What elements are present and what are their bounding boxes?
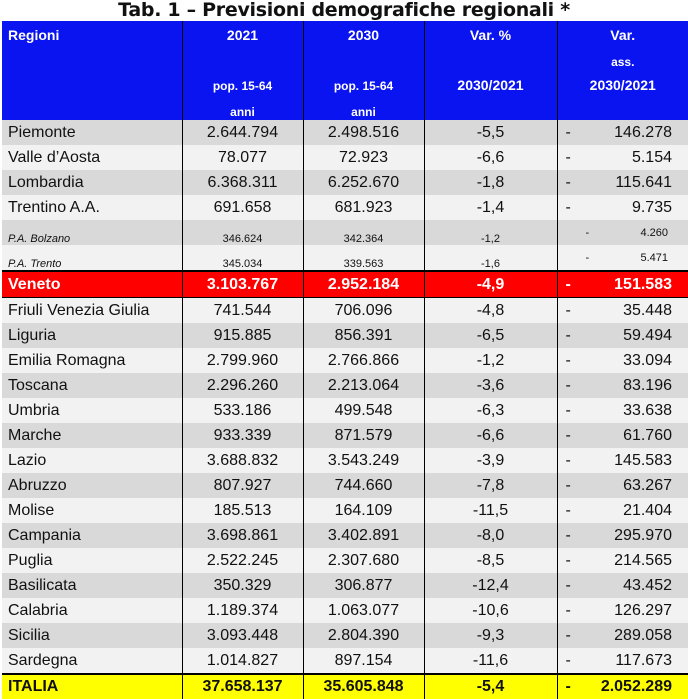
var-ass-cell xyxy=(557,423,688,448)
var-pct-cell: -5,4 xyxy=(424,674,557,699)
var-ass-sign: - xyxy=(566,427,571,445)
var-pct-cell: -3,9 xyxy=(424,448,557,473)
header-var-pct-sub: 2030/2021 xyxy=(425,77,557,93)
header-var-pct-label: Var. % xyxy=(425,27,557,43)
header-2030-sub1: pop. 15-64 xyxy=(304,79,424,93)
var-ass-cell xyxy=(557,598,688,623)
header-2021-sub1: pop. 15-64 xyxy=(183,79,303,93)
table-row xyxy=(2,573,688,598)
table-row xyxy=(2,220,688,245)
var-ass-sign: - xyxy=(566,327,571,345)
region-cell: Abruzzo xyxy=(2,473,182,498)
header-2030 xyxy=(303,21,424,120)
var-ass-cell xyxy=(557,271,688,298)
var-ass-sign: - xyxy=(566,302,571,320)
header-2021-sub2: anni xyxy=(183,105,303,119)
var-ass-value: 146.278 xyxy=(614,124,672,142)
region-cell: Valle d’Aosta xyxy=(2,145,182,170)
var-ass-cell xyxy=(557,674,688,699)
pop-2021-cell: 78.077 xyxy=(182,145,303,170)
pop-2030-cell: 306.877 xyxy=(303,573,424,598)
table-row xyxy=(2,648,688,674)
pop-2021-cell: 2.296.260 xyxy=(182,373,303,398)
var-pct-cell: -12,4 xyxy=(424,573,557,598)
var-pct-cell: -1,6 xyxy=(424,245,557,271)
var-ass-sign: - xyxy=(566,652,571,670)
var-ass-sign: - xyxy=(566,276,571,294)
pop-2021-cell: 741.544 xyxy=(182,298,303,324)
var-pct-cell: -1,2 xyxy=(424,348,557,373)
var-ass-cell xyxy=(557,245,688,271)
region-cell: Lombardia xyxy=(2,170,182,195)
pop-2021-cell: 3.093.448 xyxy=(182,623,303,648)
var-ass-sign: - xyxy=(566,627,571,645)
pop-2021-cell: 3.688.832 xyxy=(182,448,303,473)
header-regioni xyxy=(2,21,182,120)
var-ass-sign: - xyxy=(566,552,571,570)
region-cell: P.A. Trento xyxy=(2,245,182,271)
var-ass-cell xyxy=(557,220,688,245)
header-row xyxy=(2,21,688,120)
var-ass-value: 61.760 xyxy=(623,427,672,445)
var-pct-cell: -1,4 xyxy=(424,195,557,220)
var-ass-cell xyxy=(557,623,688,648)
pop-2021-cell: 185.513 xyxy=(182,498,303,523)
pop-2021-cell: 1.189.374 xyxy=(182,598,303,623)
var-ass-sign: - xyxy=(586,252,590,264)
pop-2030-cell: 856.391 xyxy=(303,323,424,348)
pop-2030-cell: 744.660 xyxy=(303,473,424,498)
header-2021 xyxy=(182,21,303,120)
table-row xyxy=(2,473,688,498)
total-row xyxy=(2,674,688,699)
var-pct-cell: -8,5 xyxy=(424,548,557,573)
pop-2021-cell: 3.103.767 xyxy=(182,271,303,298)
var-ass-sign: - xyxy=(566,174,571,192)
var-ass-cell xyxy=(557,523,688,548)
table-row xyxy=(2,120,688,145)
var-ass-sign: - xyxy=(566,124,571,142)
var-ass-sign: - xyxy=(566,577,571,595)
pop-2030-cell: 35.605.848 xyxy=(303,674,424,699)
pop-2030-cell: 1.063.077 xyxy=(303,598,424,623)
var-ass-value: 4.260 xyxy=(640,227,668,239)
pop-2030-cell: 897.154 xyxy=(303,648,424,674)
var-pct-cell: -6,6 xyxy=(424,145,557,170)
header-var-ass-label: Var. xyxy=(558,27,688,43)
pop-2030-cell: 339.563 xyxy=(303,245,424,271)
table-row xyxy=(2,271,688,298)
region-cell: Molise xyxy=(2,498,182,523)
pop-2021-cell: 345.034 xyxy=(182,245,303,271)
var-ass-value: 117.673 xyxy=(615,652,672,670)
region-cell: Toscana xyxy=(2,373,182,398)
region-cell: Trentino A.A. xyxy=(2,195,182,220)
pop-2030-cell: 871.579 xyxy=(303,423,424,448)
table-row xyxy=(2,523,688,548)
var-ass-value: 145.583 xyxy=(614,452,672,470)
var-ass-cell xyxy=(557,323,688,348)
region-cell: Basilicata xyxy=(2,573,182,598)
var-pct-cell: -5,5 xyxy=(424,120,557,145)
header-2030-sub2: anni xyxy=(304,105,424,119)
header-2021-label: 2021 xyxy=(183,27,303,43)
pop-2030-cell: 706.096 xyxy=(303,298,424,324)
var-ass-cell xyxy=(557,120,688,145)
var-ass-value: 33.638 xyxy=(623,402,672,420)
region-cell: Liguria xyxy=(2,323,182,348)
pop-2030-cell: 342.364 xyxy=(303,220,424,245)
var-pct-cell: -6,5 xyxy=(424,323,557,348)
var-ass-value: 151.583 xyxy=(614,276,672,294)
var-pct-cell: -10,6 xyxy=(424,598,557,623)
table-row xyxy=(2,598,688,623)
table-title: Tab. 1 – Previsioni demografiche regionali * xyxy=(0,0,688,21)
region-cell: Emilia Romagna xyxy=(2,348,182,373)
var-pct-cell: -4,8 xyxy=(424,298,557,324)
pop-2021-cell: 6.368.311 xyxy=(182,170,303,195)
var-ass-sign: - xyxy=(566,377,571,395)
var-ass-cell xyxy=(557,398,688,423)
pop-2030-cell: 2.804.390 xyxy=(303,623,424,648)
var-ass-value: 214.565 xyxy=(614,552,672,570)
var-ass-cell xyxy=(557,195,688,220)
var-pct-cell: -6,3 xyxy=(424,398,557,423)
pop-2021-cell: 2.799.960 xyxy=(182,348,303,373)
var-ass-sign: - xyxy=(586,227,590,239)
pop-2030-cell: 2.307.680 xyxy=(303,548,424,573)
var-ass-value: 9.735 xyxy=(632,199,672,217)
var-ass-sign: - xyxy=(566,199,571,217)
header-var-ass xyxy=(557,21,688,120)
var-ass-value: 21.404 xyxy=(623,502,672,520)
pop-2021-cell: 3.698.861 xyxy=(182,523,303,548)
var-ass-cell xyxy=(557,298,688,324)
var-pct-cell: -4,9 xyxy=(424,271,557,298)
header-var-ass-sub2: 2030/2021 xyxy=(558,77,688,93)
header-regioni-label: Regioni xyxy=(8,27,182,43)
var-ass-value: 59.494 xyxy=(623,327,672,345)
pop-2021-cell: 933.339 xyxy=(182,423,303,448)
var-ass-sign: - xyxy=(566,352,571,370)
var-ass-value: 43.452 xyxy=(623,577,672,595)
region-cell: Veneto xyxy=(2,271,182,298)
var-ass-cell xyxy=(557,498,688,523)
pop-2021-cell: 346.624 xyxy=(182,220,303,245)
table-row xyxy=(2,423,688,448)
var-ass-value: 35.448 xyxy=(623,302,672,320)
region-cell: Friuli Venezia Giulia xyxy=(2,298,182,324)
var-ass-value: 126.297 xyxy=(614,602,672,620)
var-ass-cell xyxy=(557,348,688,373)
pop-2021-cell: 807.927 xyxy=(182,473,303,498)
pop-2030-cell: 164.109 xyxy=(303,498,424,523)
var-ass-cell xyxy=(557,373,688,398)
var-pct-cell: -11,6 xyxy=(424,648,557,674)
region-cell: Marche xyxy=(2,423,182,448)
var-ass-sign: - xyxy=(566,402,571,420)
regional-demographics-table xyxy=(2,21,688,699)
region-cell: Umbria xyxy=(2,398,182,423)
header-var-pct xyxy=(424,21,557,120)
var-pct-cell: -8,0 xyxy=(424,523,557,548)
var-ass-cell xyxy=(557,573,688,598)
var-ass-value: 5.471 xyxy=(640,252,668,264)
pop-2030-cell: 6.252.670 xyxy=(303,170,424,195)
table-row xyxy=(2,398,688,423)
var-ass-sign: - xyxy=(566,452,571,470)
pop-2030-cell: 681.923 xyxy=(303,195,424,220)
pop-2030-cell: 3.543.249 xyxy=(303,448,424,473)
region-cell: Campania xyxy=(2,523,182,548)
table-row xyxy=(2,195,688,220)
region-cell: Puglia xyxy=(2,548,182,573)
table-row xyxy=(2,145,688,170)
var-ass-value: 83.196 xyxy=(623,377,672,395)
region-cell: Sicilia xyxy=(2,623,182,648)
table-row xyxy=(2,298,688,324)
var-pct-cell: -1,2 xyxy=(424,220,557,245)
pop-2021-cell: 350.329 xyxy=(182,573,303,598)
var-ass-sign: - xyxy=(566,678,571,696)
table-row xyxy=(2,170,688,195)
var-ass-value: 2.052.289 xyxy=(601,678,672,696)
var-ass-value: 295.970 xyxy=(614,527,672,545)
table-row xyxy=(2,498,688,523)
table-row xyxy=(2,623,688,648)
var-ass-cell xyxy=(557,473,688,498)
pop-2021-cell: 2.522.245 xyxy=(182,548,303,573)
region-cell: Piemonte xyxy=(2,120,182,145)
pop-2030-cell: 2.766.866 xyxy=(303,348,424,373)
var-ass-value: 115.641 xyxy=(615,174,672,192)
table-row xyxy=(2,323,688,348)
pop-2030-cell: 2.952.184 xyxy=(303,271,424,298)
var-pct-cell: -1,8 xyxy=(424,170,557,195)
pop-2021-cell: 1.014.827 xyxy=(182,648,303,674)
var-ass-sign: - xyxy=(566,502,571,520)
table-row xyxy=(2,348,688,373)
var-ass-cell xyxy=(557,145,688,170)
pop-2021-cell: 37.658.137 xyxy=(182,674,303,699)
pop-2030-cell: 2.498.516 xyxy=(303,120,424,145)
pop-2021-cell: 691.658 xyxy=(182,195,303,220)
region-cell: Calabria xyxy=(2,598,182,623)
pop-2030-cell: 3.402.891 xyxy=(303,523,424,548)
var-ass-sign: - xyxy=(566,149,571,167)
var-ass-cell xyxy=(557,170,688,195)
var-ass-sign: - xyxy=(566,602,571,620)
var-ass-cell xyxy=(557,448,688,473)
pop-2021-cell: 2.644.794 xyxy=(182,120,303,145)
pop-2030-cell: 72.923 xyxy=(303,145,424,170)
var-pct-cell: -11,5 xyxy=(424,498,557,523)
header-2030-label: 2030 xyxy=(304,27,424,43)
var-ass-value: 5.154 xyxy=(632,149,672,167)
pop-2021-cell: 915.885 xyxy=(182,323,303,348)
var-ass-cell xyxy=(557,648,688,674)
header-var-ass-sub1: ass. xyxy=(558,55,688,69)
var-pct-cell: -7,8 xyxy=(424,473,557,498)
table-row xyxy=(2,548,688,573)
pop-2021-cell: 533.186 xyxy=(182,398,303,423)
pop-2030-cell: 2.213.064 xyxy=(303,373,424,398)
table-row xyxy=(2,373,688,398)
pop-2030-cell: 499.548 xyxy=(303,398,424,423)
region-cell: Sardegna xyxy=(2,648,182,674)
var-ass-sign: - xyxy=(566,477,571,495)
region-cell: Lazio xyxy=(2,448,182,473)
region-cell: P.A. Bolzano xyxy=(2,220,182,245)
var-pct-cell: -6,6 xyxy=(424,423,557,448)
var-ass-sign: - xyxy=(566,527,571,545)
region-cell: ITALIA xyxy=(2,674,182,699)
table-row xyxy=(2,448,688,473)
var-ass-value: 63.267 xyxy=(623,477,672,495)
var-ass-value: 33.094 xyxy=(623,352,672,370)
var-ass-value: 289.058 xyxy=(614,627,672,645)
var-pct-cell: -9,3 xyxy=(424,623,557,648)
var-pct-cell: -3,6 xyxy=(424,373,557,398)
var-ass-cell xyxy=(557,548,688,573)
table-row xyxy=(2,245,688,271)
